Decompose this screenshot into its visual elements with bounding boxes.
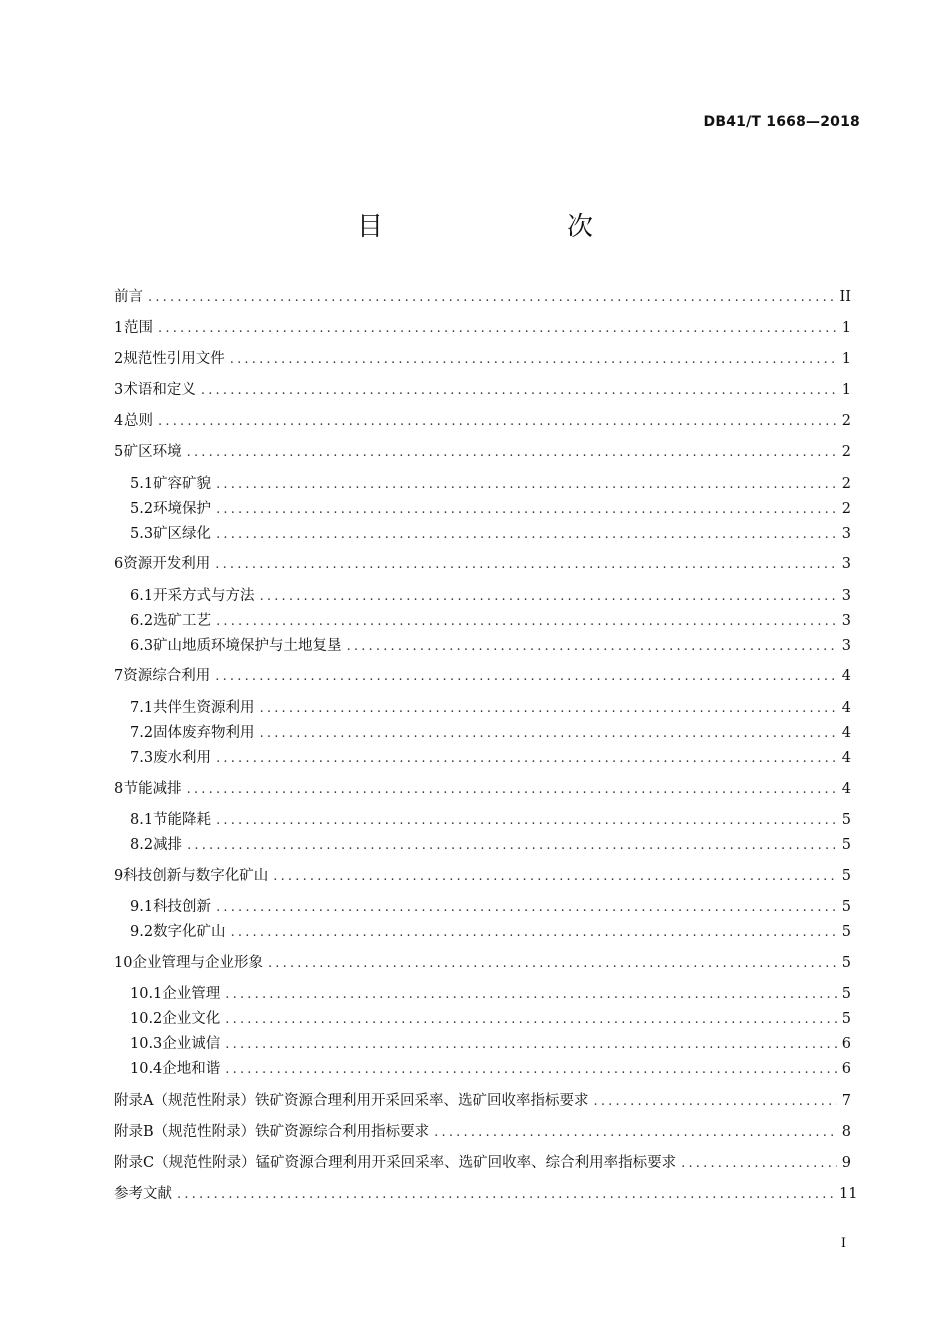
toc-entry-appendix-b[interactable]: 附录B （规范性附录） 铁矿资源综合利用指标要求 ..... 8 <box>114 1121 851 1143</box>
page-number: I <box>840 1236 846 1251</box>
toc-entry-7[interactable]: 7 资源综合利用 ..... 4 <box>114 665 851 687</box>
toc-entry-5-2[interactable]: 5.2 环境保护 ..... 2 <box>130 498 851 520</box>
toc-entry-references[interactable]: 参考文献 ..... 11 <box>114 1183 851 1205</box>
toc-entry-5-1[interactable]: 5.1 矿容矿貌 ..... 2 <box>130 473 851 495</box>
toc-entry-9-1[interactable]: 9.1 科技创新 ..... 5 <box>130 896 851 918</box>
toc-entry-appendix-a[interactable]: 附录A （规范性附录） 铁矿资源合理利用开采回采率、选矿回收率指标要求 ..... 7 <box>114 1090 851 1112</box>
toc-entry-8-2[interactable]: 8.2 减排 ..... 5 <box>130 834 851 856</box>
toc-entry-10-1[interactable]: 10.1 企业管理 ..... 5 <box>130 983 851 1005</box>
toc-entry-7-1[interactable]: 7.1 共伴生资源利用 ..... 4 <box>130 697 851 719</box>
toc-entry-2[interactable]: 2 规范性引用文件 ..... 1 <box>114 348 851 370</box>
toc-entry-6-2[interactable]: 6.2 选矿工艺 ..... 3 <box>130 610 851 632</box>
toc-entry-appendix-c[interactable]: 附录C （规范性附录） 锰矿资源合理利用开采回采率、选矿回收率、综合利用率指标要求 ..... 9 <box>114 1152 851 1174</box>
toc-entry-6[interactable]: 6 资源开发利用 ..... 3 <box>114 553 851 575</box>
toc-entry-preface[interactable]: 前言 ..... II <box>114 286 851 308</box>
toc-entry-5[interactable]: 5 矿区环境 ..... 2 <box>114 441 851 463</box>
toc-entry-6-3[interactable]: 6.3 矿山地质环境保护与土地复垦 ..... 3 <box>130 635 851 657</box>
toc-entry-5-3[interactable]: 5.3 矿区绿化 ..... 3 <box>130 523 851 545</box>
toc-entry-8-1[interactable]: 8.1 节能降耗 ..... 5 <box>130 809 851 831</box>
toc-entry-9[interactable]: 9 科技创新与数字化矿山 ..... 5 <box>114 865 851 887</box>
toc-entry-6-1[interactable]: 6.1 开采方式与方法 ..... 3 <box>130 585 851 607</box>
page-title: 目 次 <box>356 212 637 242</box>
document-code: DB41/T 1668—2018 <box>703 114 860 130</box>
toc-entry-8[interactable]: 8 节能减排 ..... 4 <box>114 778 851 800</box>
toc-entry-9-2[interactable]: 9.2 数字化矿山 ..... 5 <box>130 921 851 943</box>
toc-entry-4[interactable]: 4 总则 ..... 2 <box>114 410 851 432</box>
toc-entry-7-2[interactable]: 7.2 固体废弃物利用 ..... 4 <box>130 722 851 744</box>
toc-entry-10-3[interactable]: 10.3 企业诚信 ..... 6 <box>130 1033 851 1055</box>
toc-entry-7-3[interactable]: 7.3 废水利用 ..... 4 <box>130 747 851 769</box>
toc-entry-3[interactable]: 3 术语和定义 ..... 1 <box>114 379 851 401</box>
toc-entry-1[interactable]: 1 范围 ..... 1 <box>114 317 851 339</box>
toc-entry-10-2[interactable]: 10.2 企业文化 ..... 5 <box>130 1008 851 1030</box>
toc-entry-10-4[interactable]: 10.4 企地和谐 ..... 6 <box>130 1058 851 1080</box>
toc-entry-10[interactable]: 10 企业管理与企业形象 ..... 5 <box>114 952 851 974</box>
